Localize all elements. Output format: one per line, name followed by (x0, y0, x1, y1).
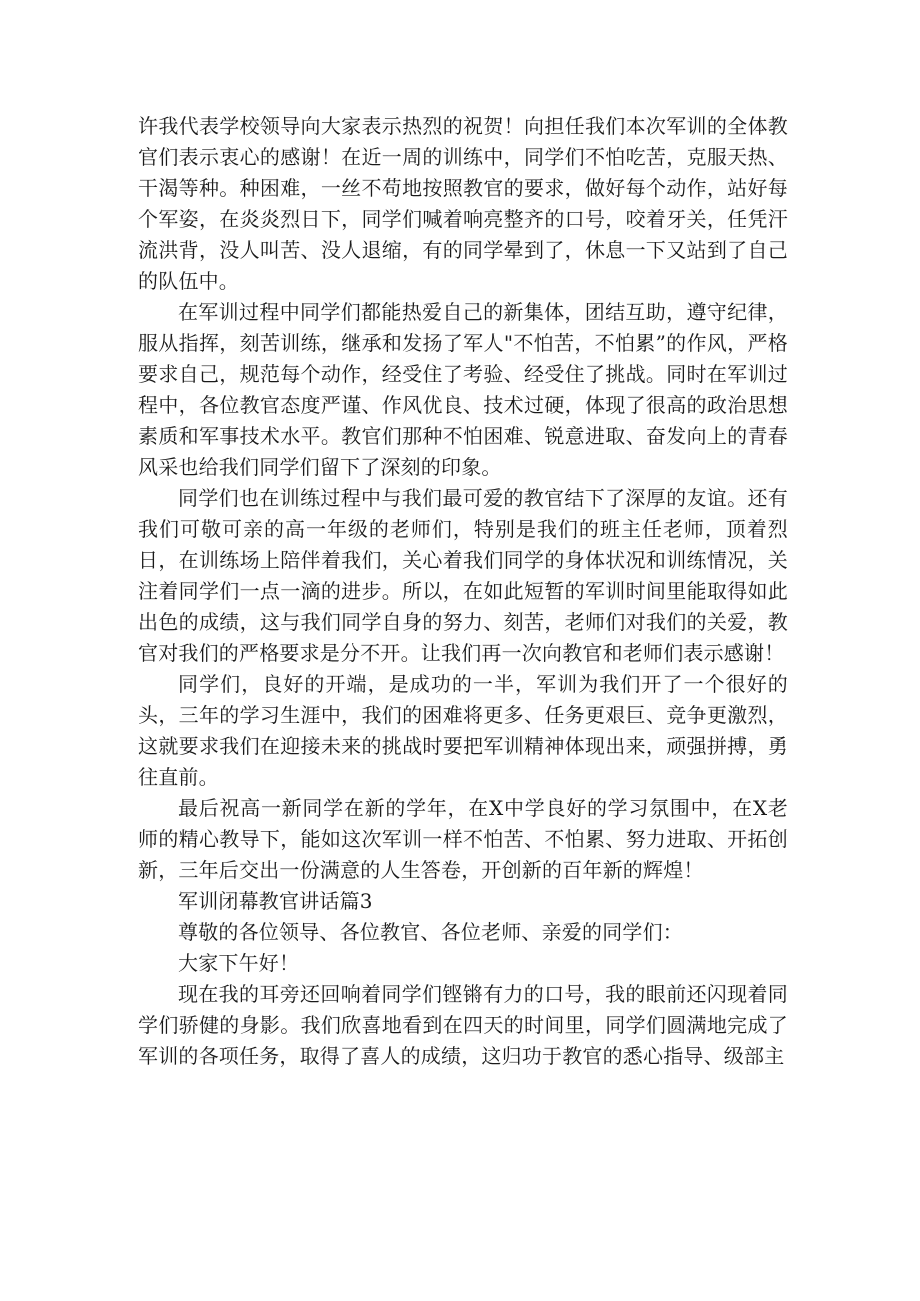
salutation: 尊敬的各位领导、各位教官、各位老师、亲爱的同学们： (178, 920, 683, 944)
paragraph-5: 最后祝高一新同学在新的学年，在X中学良好的学习氛围中，在X老师的精心教导下，能如这次军训一样不怕苦、不怕累、努力进取、开拓创新，三年后交出一份满意的人生答卷，开创新的百年新的辉煌！ (138, 796, 788, 882)
section-heading: 军训闭幕教官讲话篇3 (178, 889, 373, 913)
paragraph-4: 同学们，良好的开端，是成功的一半，军训为我们开了一个很好的头，三年的学习生涯中，我们的困难将更多、任务更艰巨、竞争更激烈，这就要求我们在迎接未来的挑战时要把军训精神体现出来，顽强拼搏，勇往直前。 (138, 672, 788, 789)
paragraph-2: 在军训过程中同学们都能热爱自己的新集体，团结互助，遵守纪律，服从指挥，刻苦训练，继承和发扬了军人"不怕苦，不怕累”的作风，严格要求自己，规范每个动作，经受住了考验、经受住了挑战。同时在军训过程中，各位教官态度严谨、作风优良、技术过硬，体现了很高的政治思想素质和军事技术水平。教官们那种不怕困难、锐意进取、奋发向上的青春风采也给我们同学们留下了深刻的印象。 (138, 300, 788, 479)
greeting: 大家下午好！ (178, 951, 300, 975)
paragraph-3: 同学们也在训练过程中与我们最可爱的教官结下了深厚的友谊。还有我们可敬可亲的高一年级的老师们，特别是我们的班主任老师，顶着烈日，在训练场上陪伴着我们，关心着我们同学的身体状况和训练情况，关注着同学们一点一滴的进步。所以，在如此短暂的军训时间里能取得如此出色的成绩，这与我们同学自身的努力、刻苦，老师们对我们的关爱，教官对我们的严格要求是分不开。让我们再一次向教官和老师们表示感谢！ (138, 486, 788, 665)
paragraph-6: 现在我的耳旁还回响着同学们铿锵有力的口号，我的眼前还闪现着同学们骄健的身影。我们欣喜地看到在四天的时间里，同学们圆满地完成了军训的各项任务，取得了喜人的成绩，这归功于教官的悉心指导、级部主 (138, 982, 788, 1068)
document-body (138, 111, 788, 1072)
paragraph-1: 许我代表学校领导向大家表示热烈的祝贺！向担任我们本次军训的全体教官们表示衷心的感谢！在近一周的训练中，同学们不怕吃苦，克服天热、干渴等种。种困难，一丝不苟地按照教官的要求，做好每个动作，站好每个军姿，在炎炎烈日下，同学们喊着响亮整齐的口号，咬着牙关，任凭汗流洪背，没人叫苦、没人退缩，有的同学晕到了，休息一下又站到了自己的队伍中。 (138, 114, 788, 293)
